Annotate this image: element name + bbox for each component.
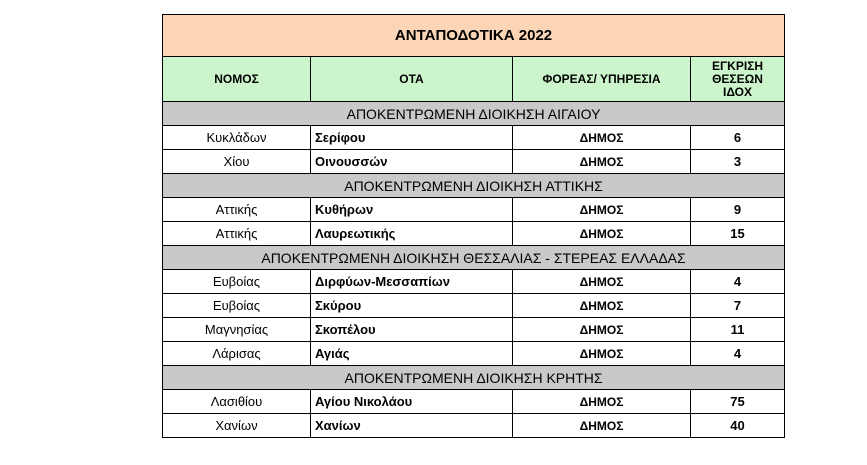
cell-ota: Χανίων [311,414,513,438]
cell-foreas: ΔΗΜΟΣ [513,414,691,438]
region-row [163,246,785,270]
table-title: ΑΝΤΑΠΟΔΟΤΙΚΑ 2022 [163,15,785,57]
cell-nomos: Αττικής [163,222,311,246]
cell-foreas: ΔΗΜΟΣ [513,390,691,414]
table-row [163,390,785,414]
table-row [163,198,785,222]
cell-nomos: Αττικής [163,198,311,222]
cell-foreas: ΔΗΜΟΣ [513,294,691,318]
cell-count: 15 [691,222,785,246]
allocation-table [162,14,785,438]
cell-count: 75 [691,390,785,414]
cell-nomos: Χανίων [163,414,311,438]
table-row [163,150,785,174]
cell-ota: Σερίφου [311,126,513,150]
header-egkrisi [691,57,785,102]
cell-foreas: ΔΗΜΟΣ [513,126,691,150]
region-name: ΑΠΟΚΕΝΤΡΩΜΕΝΗ ΔΙΟΙΚΗΣΗ ΚΡΗΤΗΣ [163,366,785,390]
cell-foreas: ΔΗΜΟΣ [513,222,691,246]
cell-foreas: ΔΗΜΟΣ [513,342,691,366]
cell-ota: Αγίου Νικολάου [311,390,513,414]
cell-nomos: Χίου [163,150,311,174]
cell-nomos: Λάρισας [163,342,311,366]
cell-nomos: Μαγνησίας [163,318,311,342]
cell-ota: Οινουσσών [311,150,513,174]
region-row [163,174,785,198]
table-row [163,318,785,342]
region-name: ΑΠΟΚΕΝΤΡΩΜΕΝΗ ΔΙΟΙΚΗΣΗ ΑΤΤΙΚΗΣ [163,174,785,198]
header-row [163,57,785,102]
cell-count: 11 [691,318,785,342]
cell-foreas: ΔΗΜΟΣ [513,150,691,174]
region-row [163,102,785,126]
cell-count: 6 [691,126,785,150]
table-row [163,222,785,246]
cell-ota: Διρφύων-Μεσσαπίων [311,270,513,294]
table-row [163,294,785,318]
cell-ota: Σκοπέλου [311,318,513,342]
header-ota: ΟΤΑ [311,57,513,102]
cell-nomos: Κυκλάδων [163,126,311,150]
region-row [163,366,785,390]
cell-count: 7 [691,294,785,318]
region-name: ΑΠΟΚΕΝΤΡΩΜΕΝΗ ΔΙΟΙΚΗΣΗ ΑΙΓΑΙΟΥ [163,102,785,126]
cell-ota: Σκύρου [311,294,513,318]
cell-count: 40 [691,414,785,438]
cell-count: 3 [691,150,785,174]
cell-foreas: ΔΗΜΟΣ [513,270,691,294]
cell-foreas: ΔΗΜΟΣ [513,198,691,222]
header-nomos: ΝΟΜΟΣ [163,57,311,102]
table-row [163,342,785,366]
cell-nomos: Ευβοίας [163,294,311,318]
header-foreas: ΦΟΡΕΑΣ/ ΥΠΗΡΕΣΙΑ [513,57,691,102]
region-name: ΑΠΟΚΕΝΤΡΩΜΕΝΗ ΔΙΟΙΚΗΣΗ ΘΕΣΣΑΛΙΑΣ - ΣΤΕΡΕΑΣ ΕΛΛΑΔΑΣ [163,246,785,270]
header-egkrisi-line-1: ΕΓΚΡΙΣΗ [711,58,764,73]
header-egkrisi-line-2: ΘΕΣΕΩΝ [712,71,763,86]
cell-count: 9 [691,198,785,222]
cell-count: 4 [691,342,785,366]
cell-ota: Κυθήρων [311,198,513,222]
cell-ota: Αγιάς [311,342,513,366]
title-row [163,15,785,57]
table-row [163,126,785,150]
cell-ota: Λαυρεωτικής [311,222,513,246]
cell-foreas: ΔΗΜΟΣ [513,318,691,342]
table-body [163,102,785,438]
table-row [163,414,785,438]
cell-nomos: Λασιθίου [163,390,311,414]
table-row [163,270,785,294]
header-egkrisi-line-3: ΙΔΟΧ [723,84,753,99]
cell-count: 4 [691,270,785,294]
cell-nomos: Ευβοίας [163,270,311,294]
